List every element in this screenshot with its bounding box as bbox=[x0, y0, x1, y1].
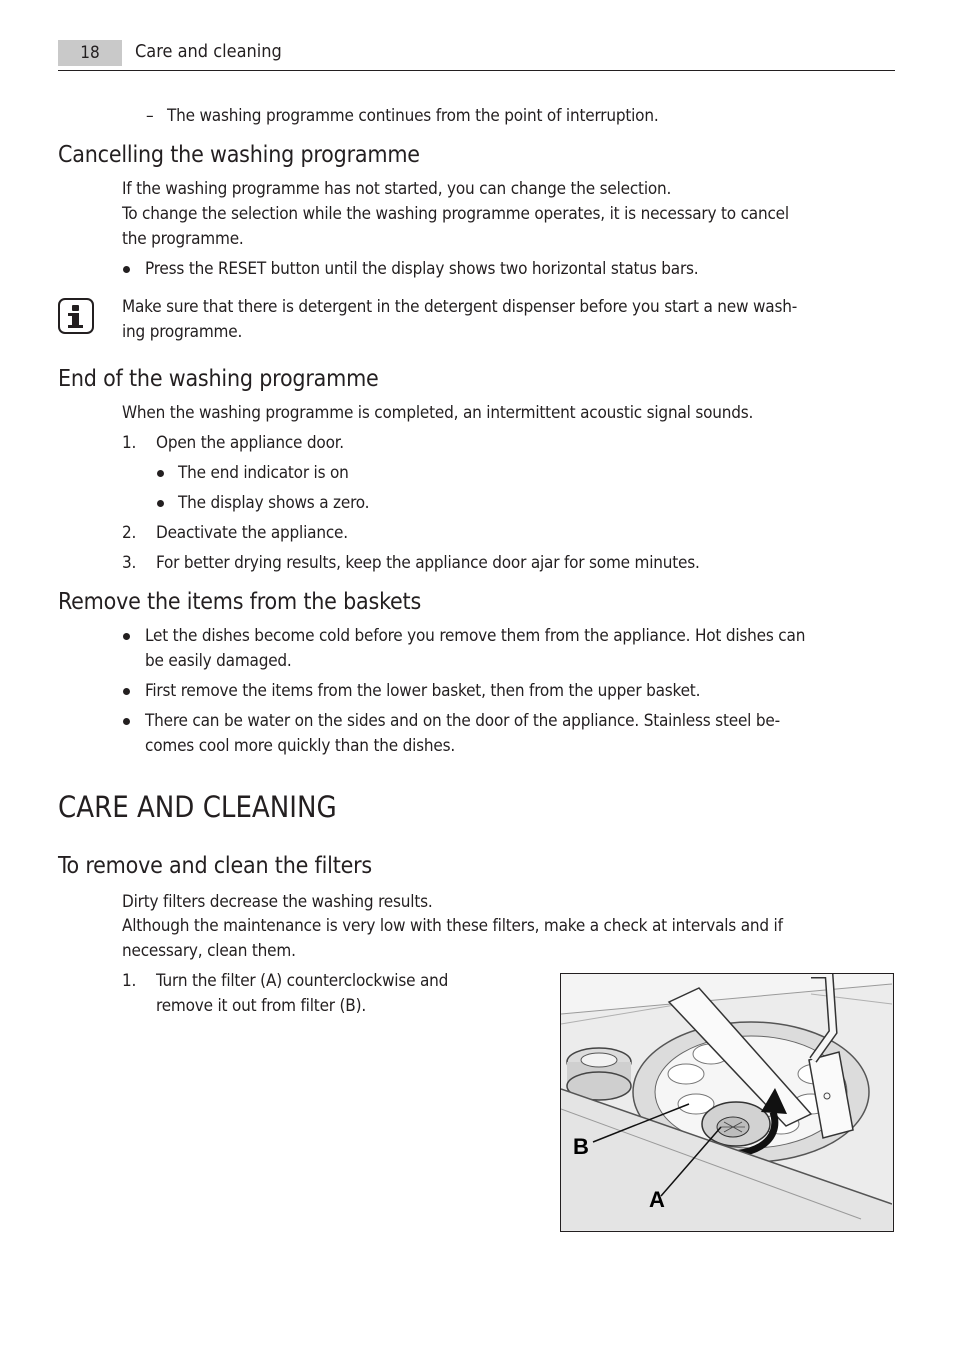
remove-bullet-1-line-2: be easily damaged. bbox=[145, 651, 292, 671]
info-note-line-2: ing programme. bbox=[122, 322, 243, 342]
info-icon bbox=[58, 298, 94, 334]
filters-step-1-number: 1. bbox=[122, 971, 137, 991]
filters-line-3: necessary, clean them. bbox=[122, 941, 296, 961]
bullet-dot bbox=[123, 633, 130, 640]
info-note-line-1: Make sure that there is detergent in the detergent dispenser before you start a new wash- bbox=[122, 297, 798, 317]
filters-line-2: Although the maintenance is very low with these filters, make a check at intervals and if bbox=[122, 916, 783, 936]
filters-heading: To remove and clean the filters bbox=[58, 853, 373, 879]
cancelling-line-2: To change the selection while the washing programme operates, it is necessary to cancel bbox=[122, 204, 789, 224]
filter-illustration bbox=[560, 973, 894, 1232]
end-step-2-text: Deactivate the appliance. bbox=[156, 523, 348, 543]
end-step-2-number: 2. bbox=[122, 523, 137, 543]
end-heading: End of the washing programme bbox=[58, 366, 379, 392]
figure-label-a: A bbox=[649, 1187, 665, 1212]
page-number: 18 bbox=[58, 40, 122, 66]
remove-bullet-3-line-1: There can be water on the sides and on the door of the appliance. Stainless steel be- bbox=[145, 711, 780, 731]
reset-bullet-text: Press the RESET button until the display shows two horizontal status bars. bbox=[145, 259, 699, 279]
bullet-dot bbox=[123, 688, 130, 695]
remove-bullet-1-line-1: Let the dishes become cold before you remove them from the appliance. Hot dishes can bbox=[145, 626, 806, 646]
remove-bullet-3-line-2: comes cool more quickly than the dishes. bbox=[145, 736, 456, 756]
end-step-3-number: 3. bbox=[122, 553, 137, 573]
bullet-dot bbox=[157, 470, 164, 477]
bullet-dot bbox=[157, 500, 164, 507]
end-intro: When the washing programme is completed, an intermittent acoustic signal sounds. bbox=[122, 403, 754, 423]
cancelling-line-3: the programme. bbox=[122, 229, 244, 249]
figure-label-b: B bbox=[573, 1134, 589, 1159]
cancelling-heading: Cancelling the washing programme bbox=[58, 142, 420, 168]
interruption-text: The washing programme continues from the point of interruption. bbox=[167, 106, 659, 126]
end-step-1-number: 1. bbox=[122, 433, 137, 453]
end-sub-bullet-1: The end indicator is on bbox=[178, 463, 349, 483]
remove-heading: Remove the items from the baskets bbox=[58, 589, 422, 615]
filters-step-1-line-1: Turn the filter (A) counterclockwise and bbox=[156, 971, 449, 991]
dash-mark: – bbox=[146, 106, 154, 126]
header-divider bbox=[58, 70, 895, 71]
header-section-title: Care and cleaning bbox=[135, 41, 282, 62]
bullet-dot bbox=[123, 266, 130, 273]
filters-line-1: Dirty filters decrease the washing results. bbox=[122, 892, 433, 912]
cancelling-line-1: If the washing programme has not started, you can change the selection. bbox=[122, 179, 672, 199]
end-step-3-text: For better drying results, keep the appliance door ajar for some minutes. bbox=[156, 553, 700, 573]
bullet-dot bbox=[123, 718, 130, 725]
filters-step-1-line-2: remove it out from filter (B). bbox=[156, 996, 367, 1016]
end-sub-bullet-2: The display shows a zero. bbox=[178, 493, 370, 513]
remove-bullet-2: First remove the items from the lower basket, then from the upper basket. bbox=[145, 681, 701, 701]
end-step-1-text: Open the appliance door. bbox=[156, 433, 344, 453]
care-cleaning-title: CARE AND CLEANING bbox=[58, 790, 337, 824]
